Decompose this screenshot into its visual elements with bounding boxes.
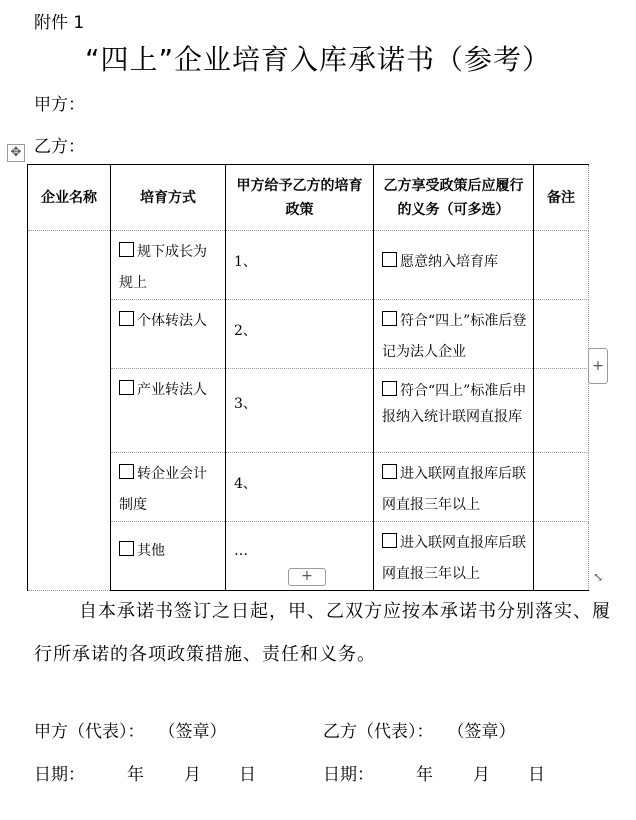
header-company-name: 企业名称 (28, 165, 111, 231)
add-row-button[interactable]: + (288, 568, 326, 586)
remarks-cell[interactable] (534, 369, 589, 453)
remarks-cell[interactable] (534, 231, 589, 300)
policy-cell[interactable]: … (226, 522, 374, 591)
remarks-cell[interactable] (534, 453, 589, 522)
table-header-row (28, 165, 589, 231)
party-b-label: 乙方： (34, 137, 85, 157)
party-a-label: 甲方： (34, 95, 85, 115)
attachment-label: 附件 1 (34, 13, 85, 33)
party-b-date-line: 日期： 年 月 日 (323, 765, 545, 785)
remarks-cell[interactable] (534, 522, 589, 591)
checkbox-icon[interactable] (382, 381, 397, 396)
policy-cell[interactable]: 3、 (226, 369, 374, 453)
checkbox-icon[interactable] (382, 533, 397, 548)
checkbox-icon[interactable] (119, 242, 134, 257)
header-remarks: 备注 (534, 165, 589, 231)
policy-cell[interactable]: 2、 (226, 300, 374, 369)
checkbox-icon[interactable] (382, 464, 397, 479)
method-cell[interactable]: 规下成长为规上 (111, 231, 226, 300)
company-name-cell[interactable] (28, 231, 111, 591)
obligation-cell[interactable]: 愿意纳入培育库 (374, 231, 534, 300)
method-cell[interactable]: 转企业会计制度 (111, 453, 226, 522)
obligation-cell[interactable]: 符合“四上”标准后申报纳入统计联网直报库 (374, 369, 534, 453)
header-obligation: 乙方享受政策后应履行的义务（可多选） (374, 165, 534, 231)
obligation-cell[interactable]: 进入联网直报库后联网直报三年以上 (374, 453, 534, 522)
checkbox-icon[interactable] (382, 311, 397, 326)
checkbox-icon[interactable] (119, 311, 134, 326)
policy-cell[interactable]: 4、 (226, 453, 374, 522)
party-a-signature-line: 甲方（代表）： （签章） (34, 722, 227, 742)
checkbox-icon[interactable] (119, 541, 134, 556)
document-title: “四上”企业培育入库承诺书（参考） (84, 43, 551, 76)
obligation-cell[interactable]: 符合“四上”标准后登记为法人企业 (374, 300, 534, 369)
table-row (28, 231, 589, 300)
method-cell[interactable]: 其他 (111, 522, 226, 591)
commitment-table[interactable] (27, 164, 589, 591)
header-cultivation-method: 培育方式 (111, 165, 226, 231)
table-row (28, 369, 589, 453)
table-move-handle-icon[interactable]: ✥ (7, 144, 25, 162)
table-resize-icon[interactable]: ⤡ (592, 570, 604, 584)
table-row (28, 300, 589, 369)
policy-cell[interactable]: 1、 (226, 231, 374, 300)
checkbox-icon[interactable] (119, 380, 134, 395)
table-row (28, 453, 589, 522)
method-cell[interactable]: 产业转法人 (111, 369, 226, 453)
method-cell[interactable]: 个体转法人 (111, 300, 226, 369)
party-a-date-line: 日期： 年 月 日 (34, 765, 256, 785)
obligation-cell[interactable]: 进入联网直报库后联网直报三年以上 (374, 522, 534, 591)
checkbox-icon[interactable] (382, 252, 397, 267)
checkbox-icon[interactable] (119, 464, 134, 479)
remarks-cell[interactable] (534, 300, 589, 369)
party-b-signature-line: 乙方（代表）： （签章） (323, 722, 516, 742)
header-policy: 甲方给予乙方的培育政策 (226, 165, 374, 231)
commitment-body-text: 自本承诺书签订之日起，甲、乙双方应按本承诺书分别落实、履行所承诺的各项政策措施、责任和义务。 (34, 601, 611, 665)
add-column-button[interactable]: + (588, 348, 608, 384)
